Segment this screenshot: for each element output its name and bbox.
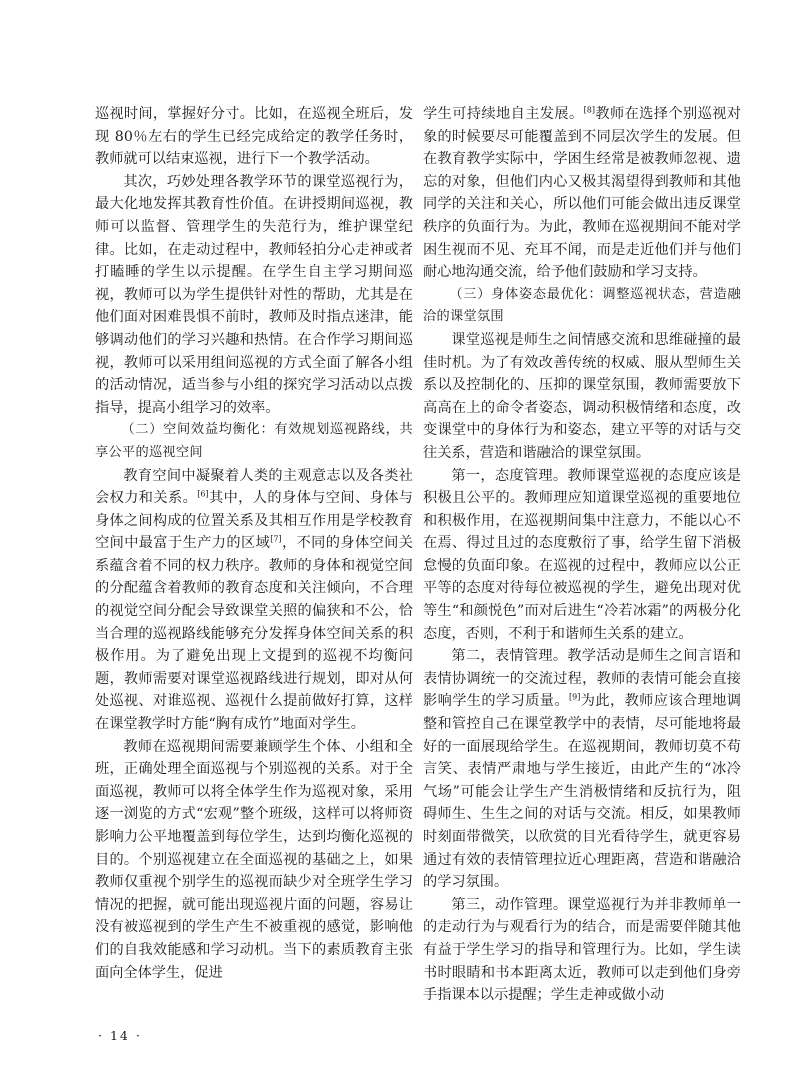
paragraph [423,103,741,284]
left-column [95,103,413,984]
text-run: 教育空间中凝聚着人类的主观意志以及各类社会权力和关系。 [95,467,413,507]
paragraph: 课堂巡视是师生之间情感交流和思维碰撞的最佳时机。为了有效改善传统的权威、服从型师生关系以及控制化的、压抑的课堂氛围，教师需要放下高高在上的命令者姿态，调动积极情绪和态度，改变课堂中的身体行为和姿态，建立平等的对话与交往关系，营造和谐融洽的课堂氛围。 [423,331,741,461]
text-run: 其中，人的身体与空间、身体与身体之间构成的位置关系及其相互作用是学校教育空间中最富于生产力的区域 [95,490,413,552]
citation: [6] [197,489,209,499]
section-heading: （三）身体姿态最优化：调整巡视状态，营造融洽的课堂氛围 [423,286,741,325]
paragraph: 巡视时间，掌握好分寸。比如，在巡视全班后，发现 80％左右的学生已经完成给定的教学任务时，教师就可以结束巡视，进行下一个教学活动。 [95,106,413,168]
text-run: 为此，教师应该合理地调整和管控自己在课堂教学中的表情，尽可能地将最好的一面展现给学生。在巡视期间，教师切莫不苟言笑、表情严肃地与学生接近，由此产生的“冰冷气场”可能会让学生产生消极情绪和反抗行为，阻碍师生、生生之间的对话与交流。相反，如果教师时刻面带微笑，以欣赏的目光看待学生，就更容易通过有效的表情管理拉近心理距离，营造和谐融洽的学习氛围。 [423,693,741,891]
citation: [7] [270,534,282,544]
text-run: 第二，表情管理。教学活动是师生之间言语和表情协调统一的交流过程，教师的表情可能会直接影响学生的学习质量。 [423,648,741,710]
citation: [8] [583,105,595,115]
section-heading: （二）空间效益均衡化：有效规划巡视路线，共享公平的巡视空间 [95,422,413,460]
paragraph: 第一，态度管理。教师课堂巡视的态度应该是积极且公平的。教师理应知道课堂巡视的重要地位和积极作用，在巡视期间集中注意力，不能以心不在焉、得过且过的态度敷衍了事，给学生留下消极怠慢的负面印象。在巡视的过程中，教师应以公正平等的态度对待每位被巡视的学生，避免出现对优等生“和颜悦色”而对后进生“冷若冰霜”的两极分化态度，否则，不利于和谐师生关系的建立。 [423,467,741,642]
text-run: ，不同的身体空间关系蕴含着不同的权力秩序。教师的身体和视觉空间的分配蕴含着教师的教育态度和关注倾向，不合理的视觉空间分配会导致课堂关照的偏狭和不公，恰当合理的巡视路线能够充分发挥身体空间关系的积极作用。为了避免出现上文提到的巡视不均衡问题，教师需要对课堂巡视路线进行规划，即对从何处巡视、对谁巡视、巡视什么提前做好打算，这样在课堂教学时方能“胸有成竹”地面对学生。 [95,535,413,733]
paragraph [423,645,741,894]
text-run: 教师在选择个别巡视对象的时候要尽可能覆盖到不同层次学生的发展。但在教育教学实际中，学困生经常是被教师忽视、遗忘的对象，但他们内心又极其渴望得到教师和其他同学的关注和关心，所以他们可能会做出违反课堂秩序的负面行为。为此，教师在巡视期间不能对学困生视而不见、充耳不闻，而是走近他们并与他们耐心地沟通交流，给予他们鼓励和学习支持。 [423,106,741,281]
paragraph: 教师在巡视期间需要兼顾学生个体、小组和全班，正确处理全面巡视与个别巡视的关系。对于全面巡视，教师可以将全体学生作为巡视对象，采用逐一浏览的方式“宏观”整个班级，这样可以将师资影响力公平地覆盖到每位学生，达到均衡化巡视的目的。个别巡视建立在全面巡视的基础之上，如果教师仅重视个别学生的巡视而缺少对全班学生学习情况的把握，就可能出现巡视片面的问题，容易让没有被巡视到的学生产生不被重视的感觉，影响他们的自我效能感和学习动机。当下的素质教育主张面向全体学生，促进 [95,738,413,981]
citation: [9] [569,692,581,702]
page-number: · 14 · [98,1028,142,1043]
right-column [423,103,741,1007]
paragraph [95,465,413,736]
paragraph: 第三，动作管理。课堂巡视行为并非教师单一的走动行为与观看行为的结合，而是需要伴随其他有益于学生学习的指导和管理行为。比如，学生读书时眼睛和书本距离太近，教师可以走到他们身旁手指课本以示提醒；学生走神或做小动 [423,896,741,1004]
paragraph: 其次，巧妙处理各教学环节的课堂巡视行为，最大化地发挥其教育性价值。在讲授期间巡视，教师可以监督、管理学生的失范行为，维护课堂纪律。比如，在走动过程中，教师轻拍分心走神或者打瞌睡的学生以示提醒。在学生自主学习期间巡视，教师可以为学生提供针对性的帮助，尤其是在他们面对困难畏惧不前时，教师及时指点迷津，能够调动他们的学习兴趣和热情。在合作学习期间巡视，教师可以采用组间巡视的方式全面了解各小组的活动情况，适当参与小组的探究学习活动以点拨指导，提高小组学习的效率。 [95,173,413,416]
text-run: 学生可持续地自主发展。 [423,106,584,122]
